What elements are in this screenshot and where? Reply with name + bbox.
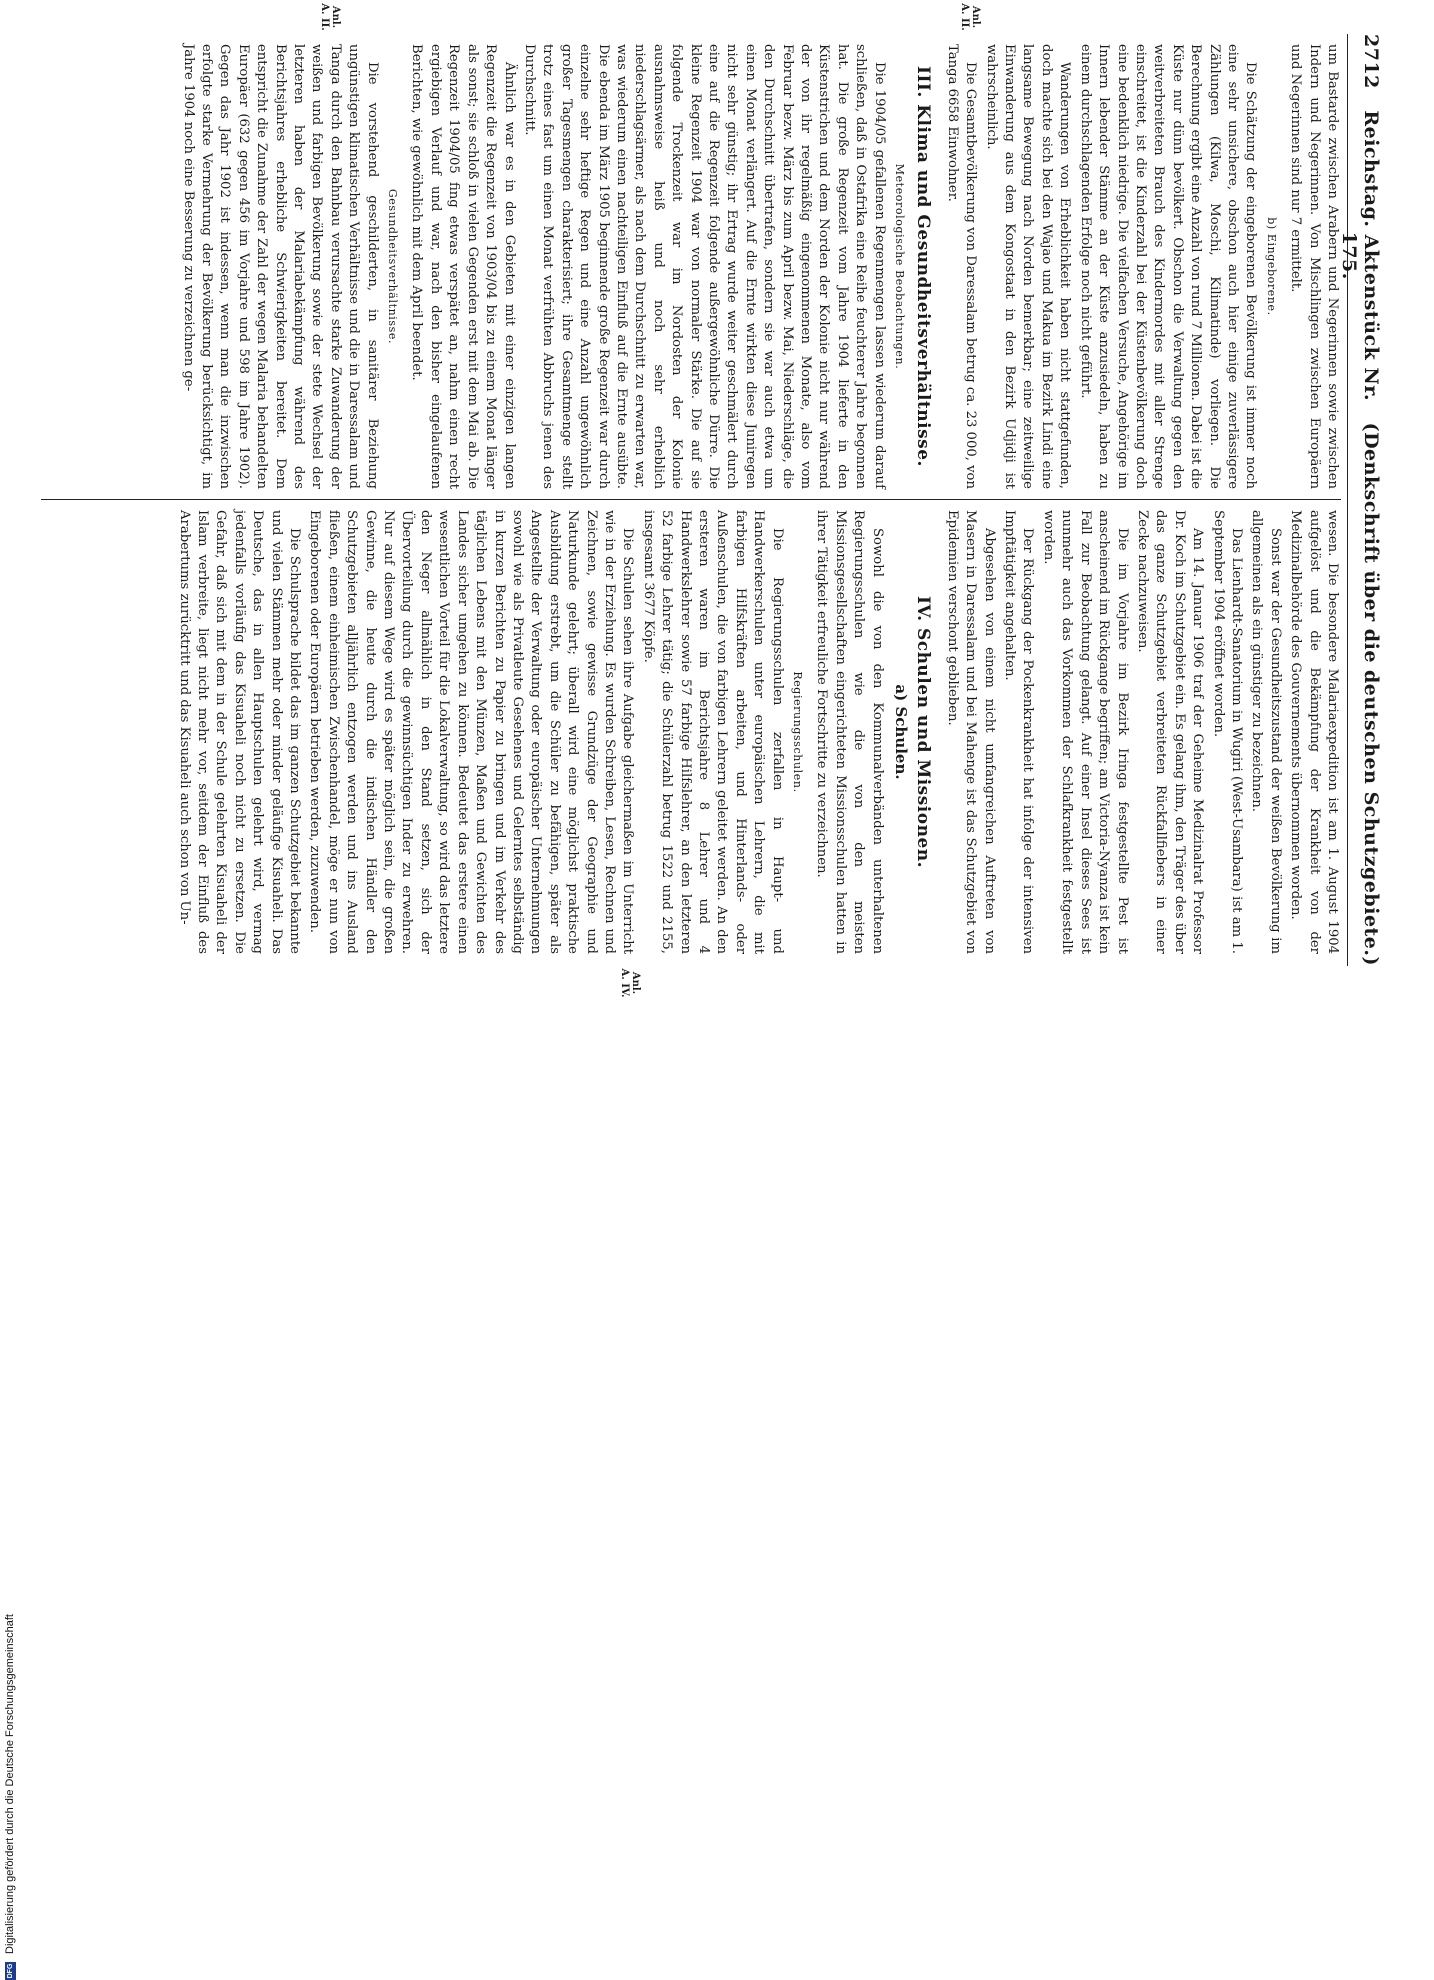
subheading-eingeborene: b) Eingeborene. [1264,217,1278,316]
paragraph: Die Gesamtbevölkerung von Daressalam betrug ca. 23 000, von Tanga 6658 Einwohner. [944,44,979,489]
paragraph: Sonst war der Gesundheitszustand der weißen Bevölkerung im allgemeinen als ein günstiger zu bezeichnen. [1249,510,1283,954]
column-right [41,499,1341,998]
page-number: 2712 [1360,34,1382,89]
credit-text: Digitalisierung gefördert durch die Deutsche Forschungsgemeinschaft [4,1614,16,1954]
paragraph: Die Schulsprache bildet das im ganzen Schutzgebiet bekannte und vielen Stämmen mehr oder minder geläufige Kisuaheli. Das Deutsche, das in allen Hauptschulen gelehrt wird, vermag jedenfalls vorläufig das Kisuaheli noch nicht zu ersetzen. Die Gefahr, daß sich mit dem in der Schule gelehrten Kisuaheli der Islam verbreite, liegt nicht mehr vor, seitdem der Einfluß des Arabertums zurücktritt und das Kisuaheli auch schon von Un- [176,510,303,954]
section-heading-4: IV. Schulen und Missionen. [913,595,934,869]
paragraph: wesen. Die besondere Malariaexpedition ist am 1. August 1904 aufgelöst und die Bekämpfung der Krankheit von der Medizinalbehörde des Gouvernements übernommen worden. [1288,510,1340,954]
paragraph: Die vorstehend geschilderten, in sanitärer Beziehung ungünstigen klimatischen Verhältnisse und die in Daressalam und Tanga durch den Bahnbau verursachte starke Zuwanderung der weißen und farbigen Bevölkerung sowie der stete Wechsel der letzteren haben der Malariabekämpfung während des Berichtsjahres erhebliche Schwierigkeiten bereitet. Dem entspricht die Zunahme der Zahl der wegen Malaria behandelten Europäer (632 gegen 456 im Vorjahre und 598 im Jahre 1902). Gegen das Jahr 1902 ist indessen, wenn man die inzwischen erfolgte starke Vermehrung der Bevölkerung berücksichtigt, im Jahre 1904 noch eine Besserung zu verzeichnen ge- [180,44,380,489]
paragraph: Ähnlich war es in den Gebieten mit einer einzigen langen Regenzeit die Regenzeit von 1903/04 bis zu einem Monat länger als sonst; sie schloß in vielen Gegenden erst mit dem Mai ab. Die Regenzeit 1904/05 fing etwas verspätet an, nahm einen recht ergiebigen Verlauf und war, nach den bisher eingelaufenen Berichten, wie gewöhnlich mit dem April beendet. [409,44,517,489]
paragraph: um Bastarde zwischen Arabern und Negerinnen sowie zwischen Indern und Negerinnen. Von Mischlingen zwischen Europäern und Negerinnen sind nur 7 ermittelt. [1288,44,1340,489]
margin-note: Anl. A. II. [319,3,341,31]
paragraph: Sowohl die von den Kommunalverbänden unterhaltenen Regierungsschulen wie die von den meisten Missionsgesellschaften eingerichteten Missionsschulen hatten in ihrer Tätigkeit erfreuliche Fortschritte zu verzeichnen. [814,510,885,954]
subheading-meteorologie: Meteorologische Beobachtungen. [893,163,907,370]
paragraph: Abgesehen von einem nicht umfangreichen Auftreten von Masern in Daressalam und bei Mahenge ist das Schutzgebiet von Epidemien verschont geblieben. [944,510,997,954]
paragraph: Die Schätzung der eingeborenen Bevölkerung ist immer noch eine sehr unsichere, obschon auch hier einige zuverlässigere Zählungen (Kilwa, Moschi, Kilimatinde) vorliegen. Die Berechnung ergibt eine Anzahl von rund 7 Millionen. Dabei ist die Küste nur dünn bevölkert. Obschon die Verwaltung gegen den weitverbreiteten Brauch des Kindermordes mit aller Strenge einschreitet, ist die Kinderzahl bei der Küstenbevölkerung doch eine bedenklich niedrige. Die vielfachen Versuche, Angehörige im Innern lebender Stämme an der Küste anzusiedeln, haben zu einem durchschlagenden Erfolge noch nicht geführt. [1077,44,1259,489]
header-title: Reichstag. Aktenstück Nr. 175. [1338,110,1382,402]
subsection-heading-schulen: a) Schulen. [892,684,911,780]
column-left [41,3,1341,499]
paragraph: Die 1904/05 gefallenen Regenmengen lassen wiederum darauf schließen, daß in Ostafrika eine Reihe feuchterer Jahre begonnen hat. Die große Regenzeit vom Jahre 1904 lieferte in den Küstenstrichen und dem Norden der Kolonie nicht nur während der von ihr regelmäßig eingenommenen Monate, also vom Februar bezw. März bis zum April bezw. Mai, Niederschläge, die den Durchschnitt übertrafen, sondern sie war auch etwa um einen Monat verlängert. Auf die Ernte wirkten diese Juniregen nicht sehr günstig; ihr Ertrag wurde weiter geschmälert durch eine auf die Regenzeit folgende außergewöhnliche Dürre. Die kleine Regenzeit 1904 war von normaler Stärke. Die auf sie folgende Trockenzeit war im Nordosten der Kolonie ausnahmsweise heiß und noch sehr erheblich niederschlagsärmer, als nach dem Durchschnitt zu erwarten war, was wiederum einen nachteiligen Einfluß auf die Ernte ausübte. Die ebenda im März 1905 beginnende große Regenzeit war durch einzelne sehr heftige Regen und eine Anzahl ungewöhnlich großer Tagesmengen charakterisiert; ihre Gesamtmenge stellt trotz eines fast um einen Monat verfrühten Abbruchs jenen des Durchschnitt. [521,44,887,489]
page-header [1338,34,1382,966]
paragraph: Die im Vorjahre im Bezirk Iringa festgestellte Pest ist anscheinend im Rückgange begriffen; am Victoria-Nyanza ist kein Fall zur Beobachtung gelangt. Auf einer Insel dieses Sees ist nunmehr auch das Vorkommen der Schlafkrankheit festgestellt worden. [1040,510,1130,954]
digitization-credit [0,980,20,1980]
paragraph: Wanderungen von Erheblichkeit haben nicht stattgefunden, doch machte sich bei den Wajao und Makua im Bezirk Lindi eine langsame Bewegung nach Norden bemerkbar; eine zeitweilige Einwanderung aus dem Kongostaat in den Bezirk Udjidji ist wahrscheinlich. [983,44,1073,489]
dfg-logo: DFG [6,1963,14,1979]
margin-note: Anl. A. II. [959,3,981,31]
paragraph: Am 14. Januar 1906 traf der Geheime Medizinalrat Professor Dr. Koch im Schutzgebiet ein. Es gelang ihm, den Träger des über das ganze Schutzgebiet verbreiteten Rückfallfiebers in einer Zecke nachzuweisen. [1134,510,1206,954]
document-page [2,0,1400,1000]
paragraph: Der Rückgang der Pockenkrankheit hat infolge der intensiven Impftätigkeit angehalten. [1002,510,1036,954]
header-right: (Denkschrift über die deutschen Schutzgebiete.) [1360,422,1382,966]
margin-note: Anl. A. IV. [619,968,641,998]
text-columns [41,3,1341,998]
section-heading-3: III. Klima und Gesundheitsverhältnisse. [913,66,934,467]
subheading-gesundheit: Gesundheitsverhältnisse. [386,188,400,345]
paragraph: Das Lienhardt-Sanatorium in Wugiri (West-Usambara) ist am 1. September 1904 eröffnet worden. [1210,510,1244,954]
paragraph: Die Regierungsschulen zerfallen in Haupt- und Handwerkerschulen unter europäischen Lehrern, die mit farbigen Hilfskräften arbeiten, und Hinterlands- oder Außenschulen, die von farbigen Lehrern geleitet werden. An den ersteren waren im Berichtsjahre 8 Lehrer und 4 Handwerkslehrer sowie 57 farbige Hilfslehrer, an den letzteren 52 farbige Lehrer tätig; die Schülerzahl betrug 1522 und 2155, insgesamt 3677 Köpfe. [640,510,785,954]
paragraph: Die Schulen sehen ihre Aufgabe gleichermaßen im Unterricht wie in der Erziehung. Es wurden Schreiben, Lesen, Rechnen und Zeichnen, sowie gewisse Grundzüge der Geographie und Naturkunde gelehrt; überall wird eine möglichst praktische Ausbildung erstrebt, um die Schüler zu befähigen, später als Angestellte der Verwaltung oder europäischer Unternehmungen sowohl wie als Privatleute Gesehenes und Gelerntes selbständig in kurzen Berichten zu Papier zu bringen und im Verkehr des täglichen Lebens mit den Münzen, Maßen und Gewichten des Landes sicher umgehen zu können. Bedeutet das erstere einen wesentlichen Vorteil für die Lokalverwaltung, so wird das letztere den Neger allmählich in den Stand setzen, sich der Übervorteilung durch die gewinnsüchtigen Inder zu erwehren. Nur auf diesem Wege wird es später möglich sein, die großen Gewinne, die heute durch die indischen Händler den Schutzgebieten alljährlich entzogen werden und ins Ausland fließen, einem einheimischen Zwischenhandel, möge er nun von Eingeborenen oder Europäern betrieben werden, zuzuwenden. [307,510,636,954]
subheading-regierungsschulen: Regierungsschulen. [791,671,805,793]
